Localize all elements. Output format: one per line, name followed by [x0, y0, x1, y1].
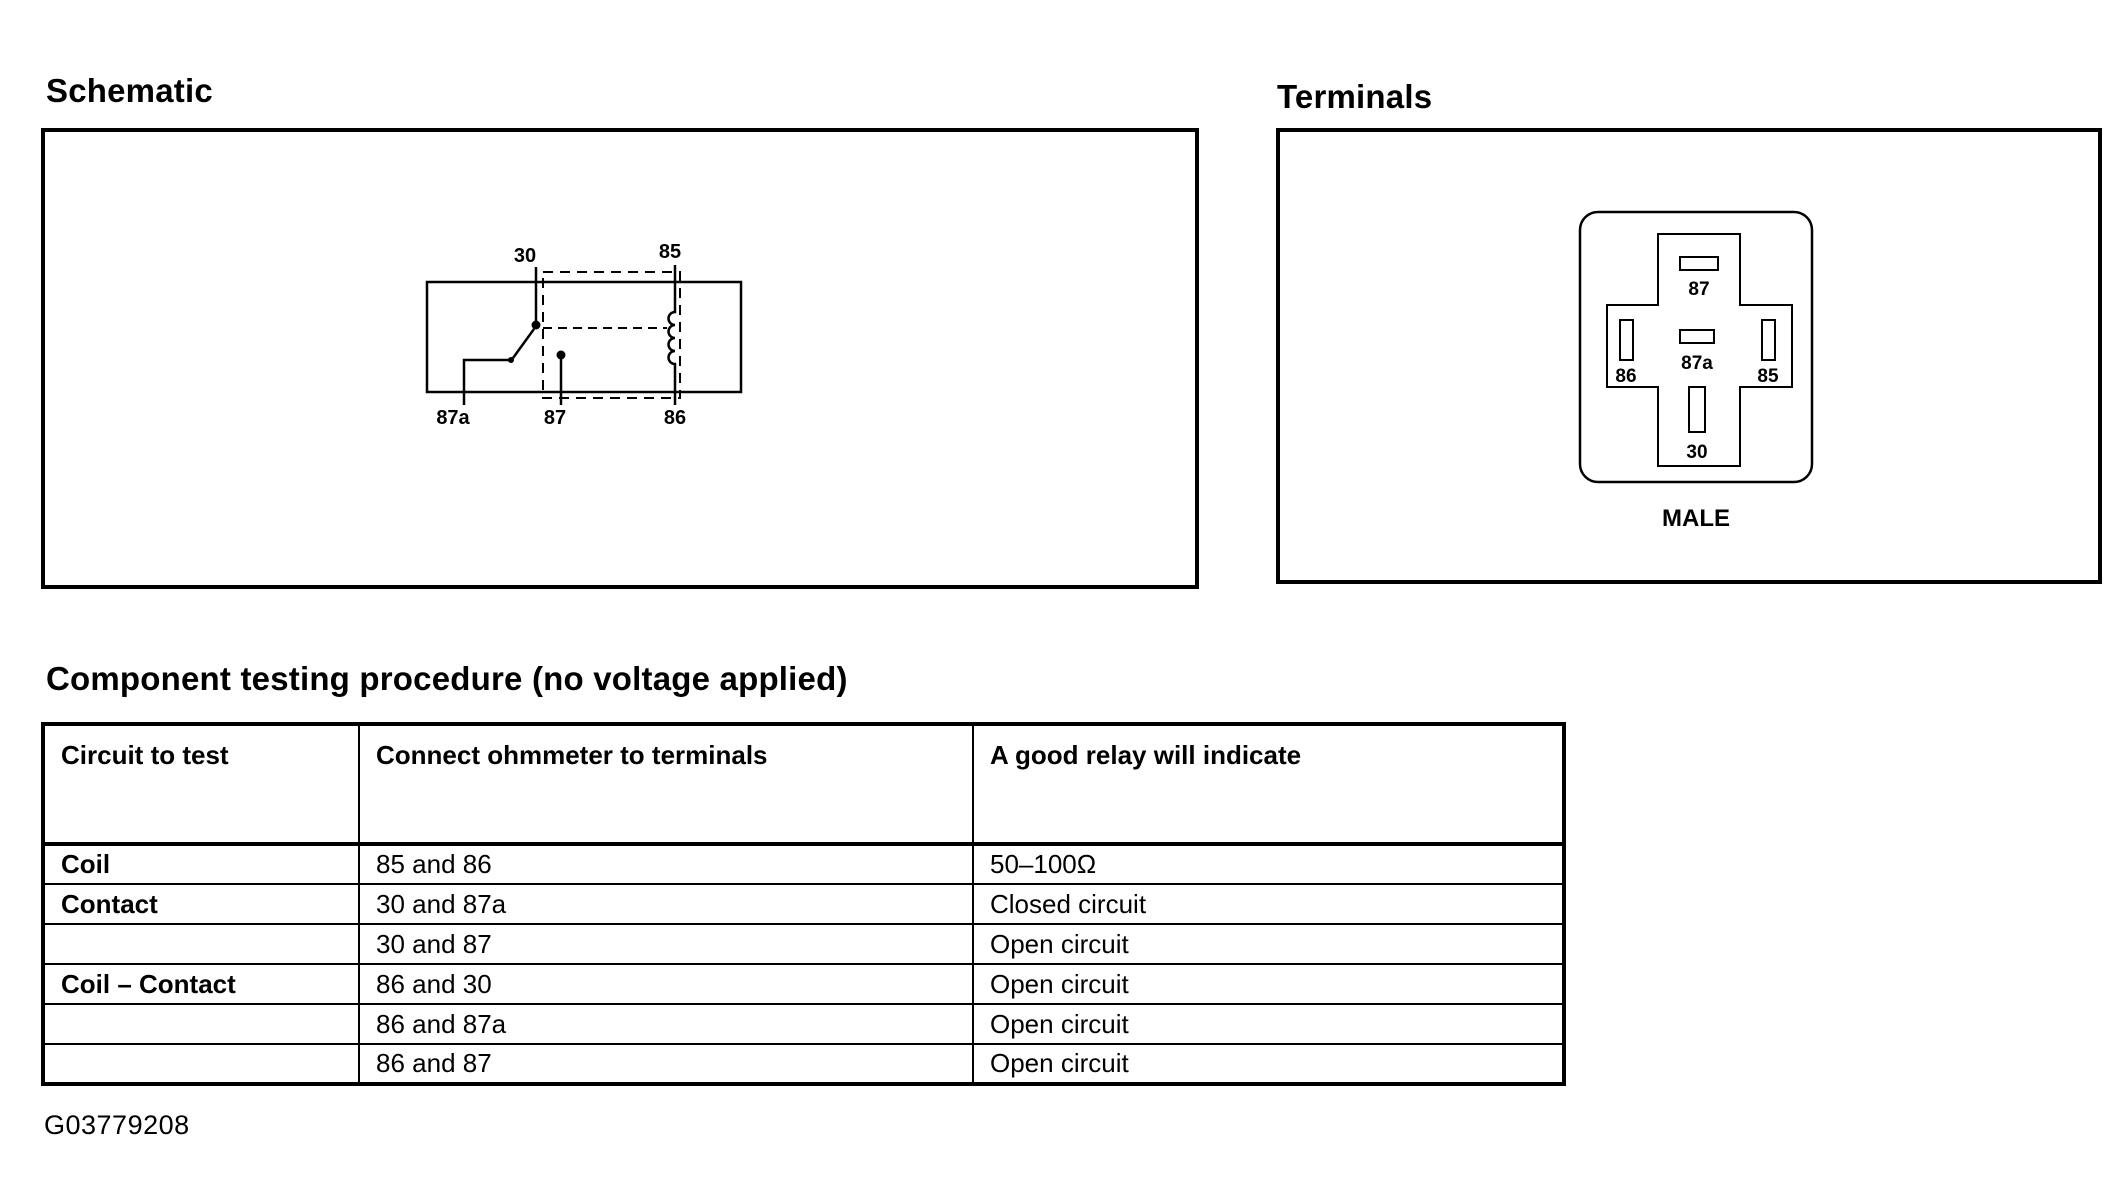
column-header-terminals: Connect ohmmeter to terminals — [359, 724, 973, 844]
cell-circuit — [43, 1044, 359, 1084]
schematic-label-87a: 87a — [436, 407, 470, 429]
schematic-label-87: 87 — [543, 407, 567, 429]
cell-indication: Open circuit — [973, 1044, 1564, 1084]
blade-87 — [1680, 257, 1718, 270]
cell-terminals: 30 and 87a — [359, 884, 973, 924]
connector-label-30: 30 — [1686, 442, 1708, 463]
relay-body-outline — [427, 282, 741, 392]
testing-procedure-title: Component testing procedure (no voltage applied) — [46, 660, 848, 697]
cell-circuit — [43, 924, 359, 964]
cell-terminals: 85 and 86 — [359, 844, 973, 884]
relay-schematic-drawing — [45, 132, 1195, 585]
terminals-panel — [1276, 128, 2102, 584]
blade-30 — [1689, 387, 1705, 432]
schematic-label-86: 86 — [663, 407, 687, 429]
column-header-indicate: A good relay will indicate — [973, 724, 1564, 844]
table-row — [43, 924, 1564, 964]
switch-arm — [513, 329, 534, 358]
table-row — [43, 1044, 1564, 1084]
cell-circuit: Coil – Contact — [43, 964, 359, 1004]
connector-gender-label: MALE — [1662, 505, 1730, 532]
cell-indication: Open circuit — [973, 924, 1564, 964]
cell-terminals: 86 and 30 — [359, 964, 973, 1004]
figure-id-code: G03779208 — [44, 1110, 190, 1140]
common-contact-dot — [532, 321, 541, 330]
terminals-title: Terminals — [1277, 78, 1433, 115]
schematic-label-85: 85 — [658, 241, 682, 263]
connector-label-85: 85 — [1757, 366, 1779, 387]
schematic-title: Schematic — [46, 72, 213, 109]
cell-circuit: Contact — [43, 884, 359, 924]
relay-connector-drawing — [1280, 132, 2098, 580]
table-header-row — [43, 724, 1564, 844]
table-row — [43, 1004, 1564, 1044]
connector-label-87: 87 — [1688, 279, 1710, 300]
terminal-87a-lead — [464, 360, 511, 405]
cell-indication: Closed circuit — [973, 884, 1564, 924]
table-row — [43, 964, 1564, 1004]
testing-procedure-table — [41, 722, 1566, 1086]
cell-terminals: 86 and 87 — [359, 1044, 973, 1084]
cell-circuit — [43, 1004, 359, 1044]
schematic-label-30: 30 — [513, 245, 537, 267]
relay-dashed-outline — [543, 272, 680, 398]
blade-86 — [1620, 320, 1633, 360]
blade-85 — [1762, 320, 1775, 360]
connector-label-86: 86 — [1615, 366, 1637, 387]
table-row — [43, 844, 1564, 884]
table-row — [43, 884, 1564, 924]
cell-indication: Open circuit — [973, 1004, 1564, 1044]
relay-coil — [669, 265, 676, 405]
cell-indication: 50–100Ω — [973, 844, 1564, 884]
connector-label-87a: 87a — [1681, 353, 1713, 374]
column-header-circuit: Circuit to test — [43, 724, 359, 844]
blade-87a — [1680, 330, 1714, 343]
contact-87-dot — [557, 351, 566, 360]
cell-indication: Open circuit — [973, 964, 1564, 1004]
cell-circuit: Coil — [43, 844, 359, 884]
cell-terminals: 86 and 87a — [359, 1004, 973, 1044]
schematic-panel — [41, 128, 1199, 589]
cell-terminals: 30 and 87 — [359, 924, 973, 964]
